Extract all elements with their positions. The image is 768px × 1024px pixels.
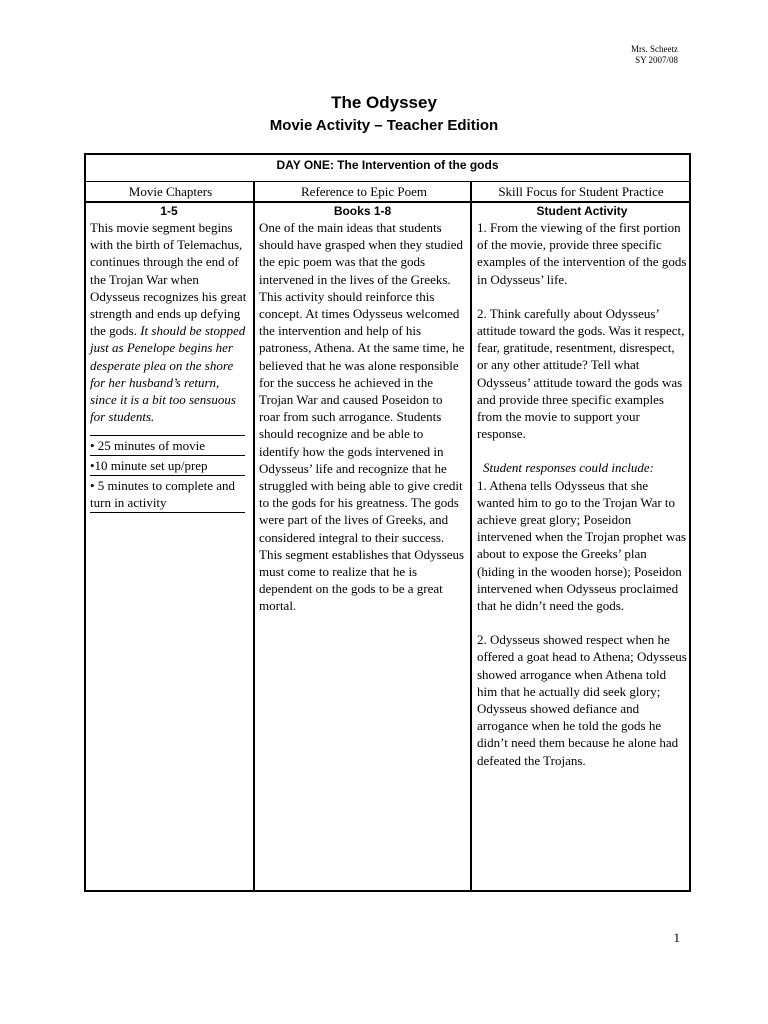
chapters-description [90, 219, 248, 425]
column-header-row [86, 182, 689, 203]
books-heading: Books 1-8 [333, 204, 392, 218]
list-item: • 5 minutes to complete and turn in activity [90, 475, 245, 513]
responses-label: Student responses could include: [483, 460, 655, 476]
page-title: The Odyssey [331, 93, 437, 112]
list-item: •10 minute set up/prep [90, 455, 245, 475]
movie-chapters-column [90, 203, 248, 513]
school-year: SY 2007/08 [635, 55, 678, 65]
page-number: 1 [673, 930, 680, 945]
chapters-heading: 1-5 [160, 204, 178, 218]
activity-table [84, 153, 691, 892]
epic-poem-column [259, 203, 466, 615]
activity-item-1: 1. From the viewing of the first portion of the movie, provide three specific examples of the intervention of the gods in Odysseus’ life. [477, 220, 687, 287]
page-subtitle: Movie Activity – Teacher Edition [269, 117, 499, 134]
epic-poem-description: One of the main ideas that students should have grasped when they studied the epic poem was that the gods intervened in the lives of the Greeks. This activity should reinforce this concept. At times Odysseus welcomed the intervention and help of his patroness, Athena. At the same time, he believed that he was alone responsible for the success he achieved in the Trojan War and caused Poseidon to roar from such arrogance. Students should recognize and be able to identify how the gods intervened in Odysseus’ life and recognize that he struggled with being able to give credit to the gods for his greatness. The gods were part of the lives of Greeks, and considered integral to their success. This segment establishes that Odysseus must come to realize that he is dependent on the gods to be a great mortal. [259, 220, 465, 614]
response-2: 2. Odysseus showed respect when he offered a goat head to Athena; Odysseus showed arrogance when Athena told him that he actually did seek glory; Odysseus showed defiance and arrogance when he told the gods he didn’t need them because he alone had defeated the Trojans. [477, 632, 687, 768]
time-breakdown-list [90, 435, 245, 513]
list-item: • 25 minutes of movie [90, 435, 245, 455]
column-header-epic-poem: Reference to Epic Poem [301, 184, 427, 199]
day-title: DAY ONE: The Intervention of the gods [86, 155, 689, 182]
header-info [560, 44, 678, 66]
chapters-text: This movie segment begins with the birth of Telemachus, continues through the end of the Trojan War when Odysseus recognizes his great strength and ends up defying the gods. [90, 220, 247, 339]
column-divider [253, 182, 255, 890]
activity-item-2: 2. Think carefully about Odysseus’ attitude toward the gods. Was it respect, fear, gratitude, resentment, disrespect, or any other attitude? Tell what Odysseus’ attitude toward the gods was and provide three specific examples from the movie to support your response. [477, 305, 685, 442]
column-header-movie-chapters: Movie Chapters [128, 184, 213, 199]
author-name: Mrs. Scheetz [631, 44, 678, 54]
response-1: 1. Athena tells Odysseus that she wanted him to go to the Trojan War to achieve great glory; Poseidon intervened when the Trojan prophet was about to expose the Greeks’ plan (hiding in the wooden horse); Poseidon intervened when Odysseus proclaimed that he didn’t need the gods. [477, 477, 687, 614]
activity-heading: Student Activity [536, 204, 628, 218]
column-divider [470, 182, 472, 890]
column-header-skill-focus: Skill Focus for Student Practice [498, 184, 664, 199]
chapters-stop-note: It should be stopped just as Penelope begins her desperate plea on the shore for her husband’s return, since it is a bit too sensuous for students. [90, 323, 246, 425]
skill-focus-column [477, 203, 687, 769]
